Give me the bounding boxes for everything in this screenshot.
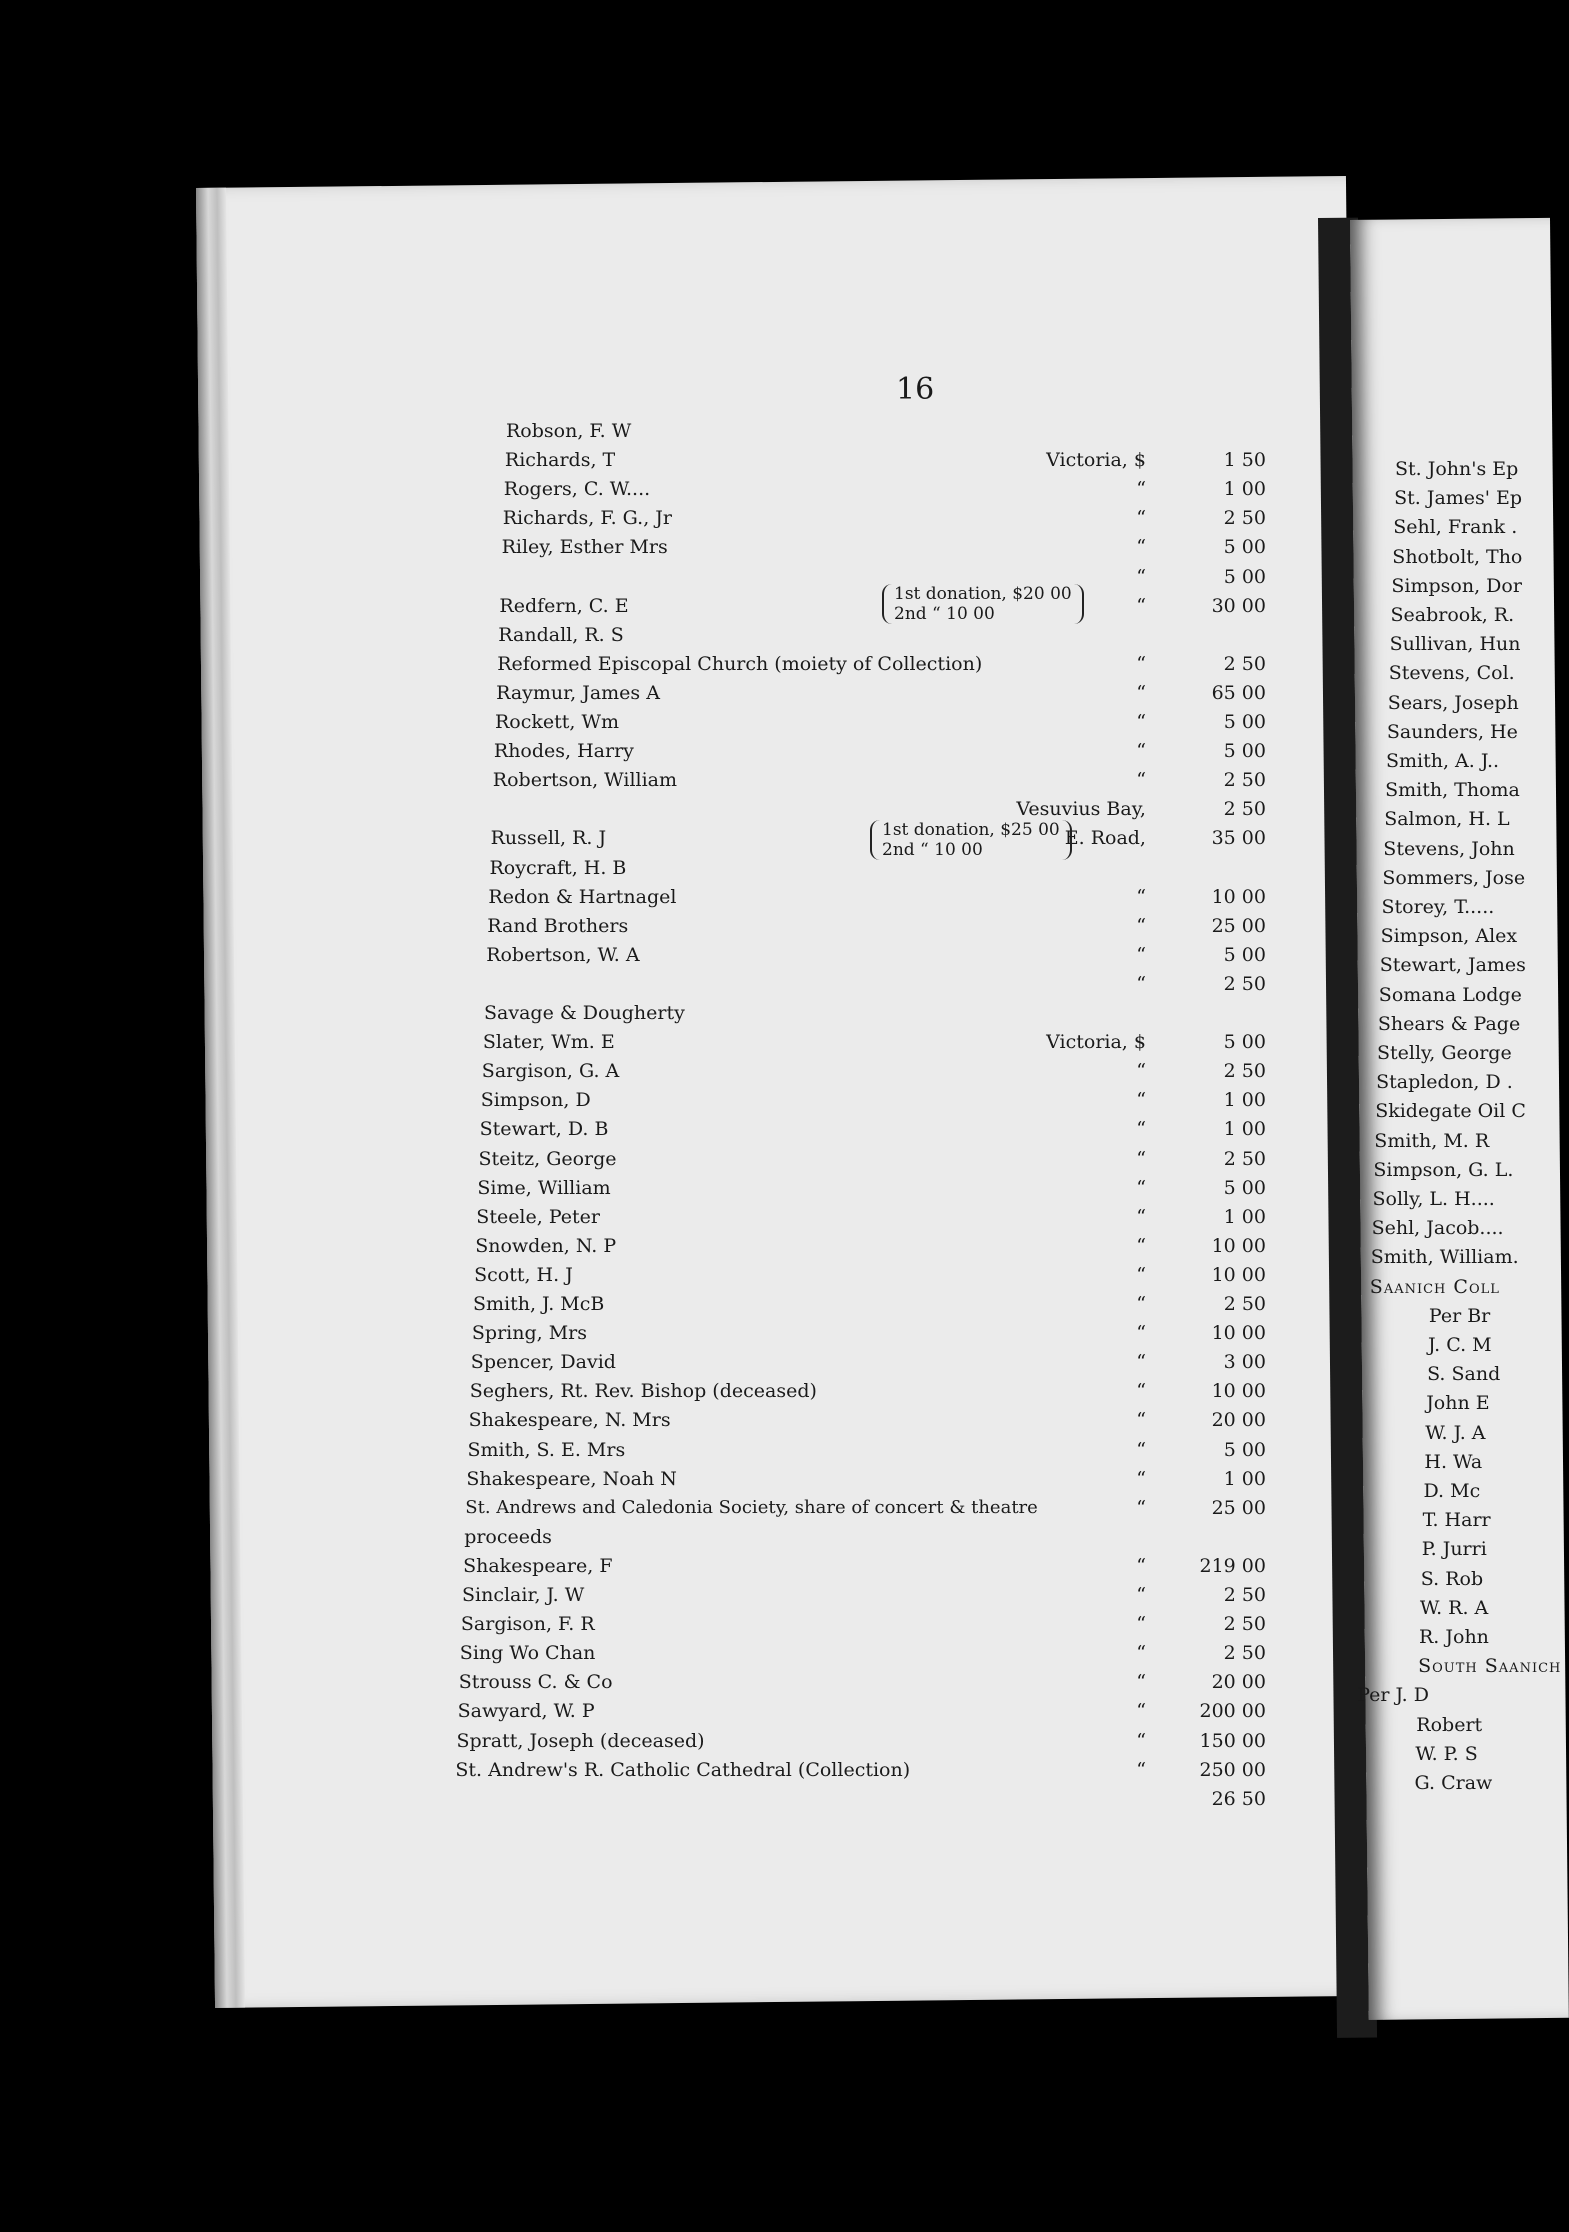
list-item (506, 420, 1266, 450)
subscriber-name: Stewart, D. B (479, 1118, 609, 1141)
location: “ (1136, 740, 1146, 763)
list-item: Smith, A. J.. (1386, 750, 1500, 772)
brace-line: 1st donation, $25 00 (882, 820, 1060, 840)
subscriber-name: Russell, R. J (490, 827, 607, 850)
amount: 2 50 (1223, 507, 1266, 530)
location: E. Road, (1064, 827, 1146, 850)
subscriber-name: St. Andrews and Caledonia Society, share of concert & theatre (465, 1496, 1038, 1518)
list-item (454, 1788, 1266, 1818)
list-item: Shears & Page (1377, 1012, 1521, 1035)
list-item: Stevens, John (1383, 837, 1515, 860)
subscriber-name: Spencer, David (470, 1351, 616, 1374)
location: “ (1136, 681, 1146, 704)
list-item: Sehl, Frank . (1393, 516, 1518, 539)
location: “ (1136, 1554, 1146, 1577)
amount: 219 00 (1199, 1554, 1266, 1577)
list-item: South Saanich (1418, 1655, 1562, 1678)
location: “ (1136, 1089, 1146, 1112)
location: Vesuvius Bay, (1016, 798, 1146, 821)
list-item: Sehl, Jacob.... (1371, 1217, 1504, 1240)
list-item (475, 1235, 1266, 1265)
subscriber-name: Rockett, Wm (495, 711, 620, 733)
list-item: Storey, T..... (1381, 896, 1495, 918)
amount: 10 00 (1211, 885, 1266, 908)
location: “ (1136, 885, 1146, 908)
list-item (461, 1613, 1266, 1643)
list-item: Smith, Thoma (1385, 779, 1520, 802)
list-item (502, 536, 1266, 566)
amount: 150 00 (1199, 1729, 1266, 1752)
location: “ (1136, 536, 1146, 559)
subscriber-name: Strouss C. & Co (458, 1671, 613, 1694)
amount: 5 00 (1223, 711, 1266, 733)
subscriber-name: Sinclair, J. W (462, 1584, 585, 1606)
subscriber-name: Steele, Peter (476, 1205, 600, 1228)
subscriber-name: Robertson, W. A (486, 943, 640, 966)
location: “ (1136, 769, 1146, 792)
list-item: Per Br (1428, 1304, 1491, 1327)
subscriber-name: Rand Brothers (487, 914, 629, 937)
list-item (474, 1264, 1266, 1294)
location: “ (1136, 1700, 1146, 1723)
amount: 2 50 (1223, 652, 1266, 675)
list-item: Stevens, Col. (1388, 662, 1515, 685)
list-item: P. Jurri (1421, 1538, 1487, 1561)
location: “ (1136, 711, 1146, 733)
page-edge (196, 188, 245, 2008)
list-item (498, 624, 1266, 654)
location: “ (1136, 1234, 1146, 1257)
amount: 5 00 (1223, 1031, 1266, 1054)
subscriber-name: Randall, R. S (498, 623, 624, 646)
list-item: Shotbolt, Tho (1392, 545, 1523, 568)
subscriber-name: Richards, F. G., Jr (502, 507, 672, 530)
list-item (479, 1148, 1267, 1178)
list-item (497, 653, 1266, 683)
amount: 2 50 (1223, 769, 1266, 792)
amount: 1 50 (1223, 449, 1266, 472)
location: “ (1136, 652, 1146, 675)
location: “ (1136, 507, 1146, 530)
subscriber-name: Sime, William (477, 1176, 611, 1199)
location: “ (1136, 565, 1146, 588)
subscriber-name: Spring, Mrs (471, 1322, 587, 1345)
location: “ (1136, 594, 1146, 617)
location: “ (1136, 1380, 1146, 1403)
list-item: J. C. M (1428, 1334, 1492, 1356)
list-item: Stewart, James (1379, 954, 1526, 977)
subscriber-name: Sargison, F. R (460, 1613, 595, 1636)
brace-line: 1st donation, $20 00 (894, 584, 1072, 604)
list-item (463, 1555, 1266, 1585)
list-item: Saunders, He (1386, 720, 1518, 743)
subscriber-name: Smith, J. McB (473, 1293, 605, 1315)
location: “ (1136, 1409, 1146, 1432)
subscriber-name: Roycraft, H. B (489, 856, 627, 879)
location: “ (1136, 1293, 1146, 1315)
subscriber-name: Shakespeare, Noah N (466, 1467, 677, 1490)
amount: 30 00 (1211, 594, 1266, 617)
list-item: Per J. D (1357, 1684, 1429, 1707)
list-item: St. John's Ep (1395, 458, 1519, 480)
amount: 5 00 (1223, 536, 1266, 559)
location: “ (1136, 1176, 1146, 1199)
subscriber-name: Slater, Wm. E (482, 1031, 615, 1054)
amount: 1 00 (1223, 1118, 1266, 1141)
subscriber-name: Scott, H. J (474, 1263, 573, 1286)
amount: 65 00 (1211, 681, 1266, 704)
list-item (481, 1089, 1266, 1119)
amount: 2 50 (1223, 1293, 1266, 1315)
list-item: Simpson, Dor (1391, 574, 1522, 597)
subscriber-name: Seghers, Rt. Rev. Bishop (deceased) (469, 1380, 817, 1403)
list-item (480, 1118, 1266, 1148)
amount: 25 00 (1211, 914, 1266, 937)
list-item (473, 1293, 1266, 1323)
list-item (486, 944, 1266, 974)
list-item (462, 1584, 1266, 1614)
location: “ (1136, 1263, 1146, 1286)
list-item (459, 1671, 1266, 1701)
list-item (469, 1409, 1266, 1439)
list-item (468, 1439, 1267, 1469)
amount: 1 00 (1223, 1089, 1266, 1112)
amount: 10 00 (1211, 1234, 1266, 1257)
list-item (487, 915, 1266, 945)
list-item (472, 1322, 1266, 1352)
list-item: Somana Lodge (1378, 983, 1522, 1006)
subscriber-name: Sargison, G. A (481, 1060, 620, 1083)
list-item: R. John (1419, 1626, 1489, 1648)
location: “ (1136, 1322, 1146, 1345)
amount: 5 00 (1223, 1176, 1266, 1199)
amount: 1 00 (1223, 1205, 1266, 1228)
list-item (488, 886, 1266, 916)
subscriber-name: Spratt, Joseph (deceased) (456, 1729, 705, 1752)
subscriber-name: Rogers, C. W.... (503, 478, 651, 501)
amount: 250 00 (1199, 1758, 1266, 1781)
brace-line: 2nd “ 10 00 (882, 840, 983, 860)
amount: 26 50 (1211, 1787, 1266, 1810)
amount: 5 00 (1223, 565, 1266, 588)
amount: 2 50 (1223, 798, 1266, 821)
amount: 2 50 (1223, 1060, 1266, 1083)
list-item: Smith, William. (1370, 1246, 1519, 1269)
list-item (496, 682, 1266, 712)
subscriber-name: Richards, T (504, 449, 616, 472)
list-item: Sommers, Jose (1382, 866, 1526, 889)
brace-line: 2nd “ 10 00 (894, 604, 995, 624)
subscriber-name: Reformed Episcopal Church (moiety of Collection) (497, 652, 983, 675)
subscriber-name: Savage & Dougherty (484, 1002, 685, 1024)
subscriber-name: Raymur, James A (496, 681, 660, 704)
list-item: H. Wa (1424, 1450, 1483, 1473)
location: Victoria, $ (1046, 1031, 1146, 1054)
location: “ (1136, 1118, 1146, 1141)
list-item (504, 478, 1266, 508)
amount: 1 00 (1223, 1467, 1266, 1490)
location: “ (1136, 1467, 1146, 1490)
list-item (503, 507, 1266, 537)
subscriber-name: Sing Wo Chan (459, 1642, 596, 1665)
subscriber-name: proceeds (464, 1525, 552, 1548)
amount: 2 50 (1223, 1147, 1266, 1170)
subscriber-name: Snowden, N. P (475, 1234, 617, 1257)
amount: 2 50 (1223, 1613, 1266, 1636)
subscriber-name: Riley, Esther Mrs (501, 536, 668, 559)
amount: 2 50 (1223, 1584, 1266, 1606)
list-item: Robert (1416, 1713, 1483, 1736)
subscriber-name: Shakespeare, F (463, 1554, 613, 1577)
list-item: Saanich Coll (1369, 1275, 1500, 1298)
list-item (466, 1468, 1266, 1498)
location: Victoria, $ (1046, 449, 1146, 472)
amount: 25 00 (1211, 1496, 1266, 1519)
list-item: Seabrook, R. (1390, 604, 1515, 626)
location: “ (1136, 1205, 1146, 1228)
list-item (483, 1031, 1266, 1061)
list-item (482, 1060, 1266, 1090)
subscriber-name: Redfern, C. E (499, 594, 629, 617)
location: “ (1136, 1438, 1146, 1461)
list-item (460, 1642, 1266, 1672)
location: “ (1136, 914, 1146, 937)
location: “ (1136, 1758, 1146, 1781)
amount: 10 00 (1211, 1322, 1266, 1345)
list-item: Salmon, H. L (1384, 808, 1510, 831)
location: “ (1136, 972, 1146, 995)
subscriber-name: Sawyard, W. P (457, 1700, 595, 1723)
location: “ (1136, 478, 1146, 501)
list-item (471, 1351, 1266, 1381)
list-item: T. Harr (1422, 1509, 1491, 1532)
list-item: W. J. A (1425, 1421, 1486, 1444)
redfern-donation-brace (882, 584, 1084, 624)
list-item (457, 1730, 1267, 1760)
list-item (458, 1700, 1266, 1730)
list-item: Simpson, Alex (1380, 925, 1518, 948)
list-item: Skidegate Oil C (1375, 1100, 1526, 1123)
subscriber-name: Smith, S. E. Mrs (467, 1438, 626, 1461)
subscriber-name: Shakespeare, N. Mrs (468, 1409, 671, 1432)
list-item: Sears, Joseph (1387, 691, 1519, 714)
location: “ (1136, 1671, 1146, 1694)
subscriber-name: Steitz, George (478, 1147, 617, 1170)
subscriber-name: Robson, F. W (506, 420, 632, 442)
list-item (476, 1206, 1266, 1236)
subscriber-name: Robertson, William (492, 769, 678, 792)
amount: 20 00 (1211, 1671, 1266, 1694)
list-item (490, 857, 1267, 887)
list-item: St. James' Ep (1394, 487, 1523, 510)
subscriber-name: Rhodes, Harry (493, 740, 634, 763)
location: “ (1136, 1642, 1146, 1665)
amount: 2 50 (1223, 972, 1266, 995)
amount: 3 00 (1223, 1351, 1266, 1374)
amount: 5 00 (1223, 943, 1266, 966)
list-item: Stelly, George (1377, 1042, 1512, 1064)
location: “ (1136, 1613, 1146, 1636)
russell-donation-brace (870, 820, 1072, 860)
list-item (494, 740, 1266, 770)
list-item (484, 1002, 1266, 1032)
list-item: S. Rob (1420, 1567, 1484, 1590)
amount: 5 00 (1223, 740, 1266, 763)
page-number: 16 (896, 372, 935, 407)
list-item (477, 1177, 1266, 1207)
list-item: Sullivan, Hun (1389, 633, 1521, 656)
amount: 20 00 (1211, 1409, 1266, 1432)
location: “ (1136, 1729, 1146, 1752)
amount: 200 00 (1199, 1700, 1266, 1723)
amount: 35 00 (1211, 827, 1266, 850)
list-item (455, 1759, 1266, 1789)
amount: 5 00 (1223, 1438, 1266, 1461)
list-item (495, 711, 1266, 741)
list-item: Smith, M. R (1374, 1129, 1490, 1152)
location: “ (1136, 1351, 1146, 1374)
list-item: D. Mc (1423, 1480, 1481, 1502)
subscriber-name: St. Andrew's R. Catholic Cathedral (Collection) (455, 1758, 911, 1781)
list-item: G. Craw (1414, 1772, 1493, 1794)
amount: 2 50 (1223, 1642, 1266, 1665)
amount: 10 00 (1211, 1380, 1266, 1403)
list-item: W. R. A (1419, 1596, 1489, 1619)
list-item (493, 769, 1266, 799)
list-item (470, 1380, 1266, 1410)
amount: 10 00 (1211, 1263, 1266, 1286)
subscriber-name: Redon & Hartnagel (488, 885, 677, 908)
list-item: Stapledon, D . (1376, 1071, 1513, 1094)
subscriber-name: Simpson, D (480, 1089, 591, 1112)
list-item: Simpson, G. L. (1373, 1158, 1514, 1181)
location: “ (1136, 1147, 1146, 1170)
list-item (465, 1497, 1266, 1527)
location: “ (1136, 1584, 1146, 1606)
location: “ (1136, 1060, 1146, 1083)
location: “ (1136, 1496, 1146, 1519)
list-item: S. Sand (1427, 1363, 1501, 1386)
list-item: Solly, L. H.... (1372, 1188, 1495, 1210)
list-item (485, 973, 1266, 1003)
amount: 1 00 (1223, 478, 1266, 501)
list-item (464, 1526, 1266, 1556)
list-item: John E (1426, 1392, 1490, 1415)
list-item: W. P. S (1415, 1742, 1478, 1765)
list-item (505, 449, 1266, 479)
location: “ (1136, 943, 1146, 966)
